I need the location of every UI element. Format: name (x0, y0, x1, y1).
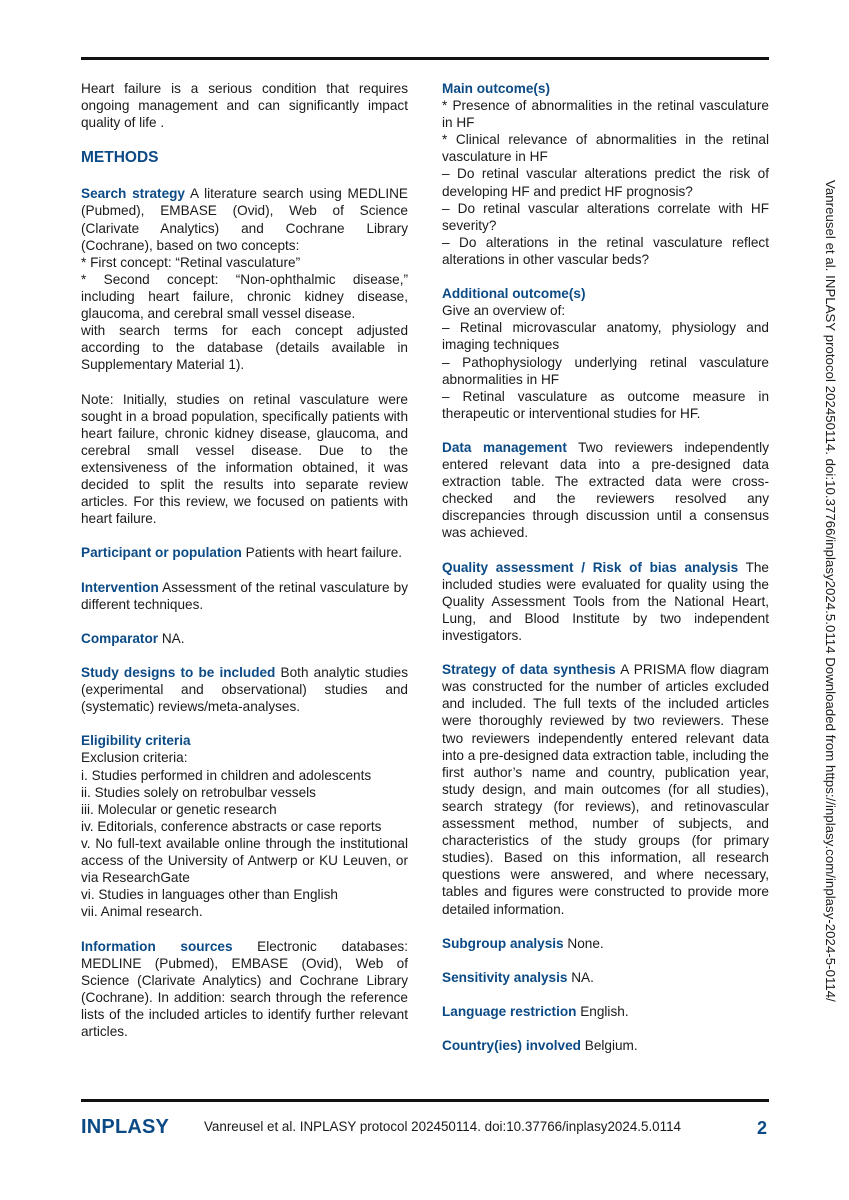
footer-rule (81, 1099, 769, 1102)
data-synthesis-text: A PRISMA flow diagram was constructed for the number of articles excluded and included. The full texts of the included articles were thoroughly reviewed by two reviewers. These two reviewers independently entered relevant data into a pre-designed data extraction table, including the first author’s name and country, publication year, study design, and main outcomes (for all studies), search strategy (for reviews), and retinovascular assessment method, number of subjects, and characteristics of the study groups (for primary studies). Based on this information, all research questions were answered, and where necessary, tables and figures were constructed to provide more detailed information. (442, 662, 770, 917)
exclusion-item: vi. Studies in languages other than English (81, 887, 338, 903)
data-synthesis-heading: Strategy of data synthesis (442, 662, 616, 678)
study-designs-text: Both analytic studies (experimental and observational) studies and (systematic) reviews/meta-analyses. (81, 665, 408, 715)
footer-brand-logo: INPLASY (81, 1116, 170, 1138)
intro-paragraph: Heart failure is a serious condition that requires ongoing management and can significantly impact quality of life . (81, 81, 408, 131)
search-strategy-heading: Search strategy (81, 186, 185, 202)
concept-item: * First concept: “Retinal vasculature” (81, 254, 301, 270)
section-title-methods: METHODS (81, 149, 159, 167)
exclusion-item: iii. Molecular or genetic research (81, 801, 277, 817)
exclusion-item: vii. Animal research. (81, 904, 203, 920)
intervention-text: Assessment of the retinal vasculature by different techniques. (81, 579, 408, 612)
language-text: English. (576, 1004, 629, 1020)
language-heading: Language restriction (442, 1004, 577, 1020)
language-section (442, 1003, 769, 1020)
sensitivity-heading: Sensitivity analysis (442, 969, 568, 985)
participant-heading: Participant or population (81, 545, 242, 561)
main-outcome-item: – Do alterations in the retinal vasculature reflect alterations in other vascular beds? (442, 234, 769, 267)
additional-outcome-item: – Retinal vasculature as outcome measure in therapeutic or interventional studies for HF. (442, 388, 769, 421)
exclusion-item: i. Studies performed in children and adolescents (81, 767, 372, 783)
page-number: 2 (757, 1118, 768, 1138)
eligibility-section (81, 732, 408, 920)
information-sources-section (81, 938, 408, 1041)
data-management-text: Two reviewers independently entered relevant data into a pre-designed data extraction table. The extracted data were cross-checked and the reviewers resolved any discrepancies through discussion until a consensus was achieved. (442, 439, 769, 541)
intervention-section (81, 579, 408, 613)
quality-assessment-section (442, 559, 769, 644)
information-sources-text: Electronic databases: MEDLINE (Pubmed), EMBASE (Ovid), Web of Science (Clarivate Analytics) and Cochrane Library (Cochrane). In addition: search through the reference lists of the included articles to identify further relevant articles. (81, 938, 408, 1039)
eligibility-intro: Exclusion criteria: (81, 750, 188, 766)
countries-heading: Country(ies) involved (442, 1038, 581, 1054)
main-outcomes-section (442, 80, 769, 268)
search-strategy-tail: with search terms for each concept adjusted according to the database (details available in Supplementary Material 1). (81, 323, 408, 373)
additional-outcome-item: – Pathophysiology underlying retinal vasculature abnormalities in HF (442, 354, 769, 387)
participant-section (81, 544, 408, 561)
intervention-heading: Intervention (81, 579, 159, 595)
main-outcome-item: – Do retinal vascular alterations correlate with HF severity? (442, 200, 769, 233)
main-outcomes-heading: Main outcome(s) (442, 81, 550, 96)
information-sources-heading: Information sources (81, 938, 233, 954)
comparator-text: NA. (158, 630, 185, 646)
exclusion-item: v. No full-text available online through the institutional access of the University of Antwerp or KU Leuven, or via ResearchGate (81, 835, 408, 886)
study-designs-heading: Study designs to be included (81, 665, 276, 680)
main-outcome-item: * Clinical relevance of abnormalities in the retinal vasculature in HF (442, 132, 769, 165)
exclusion-item: ii. Studies solely on retrobulbar vessels (81, 784, 316, 800)
concept-item: * Second concept: “Non-ophthalmic disease,” including heart failure, chronic kidney disease, glaucoma, and cerebral small vessel disease. (81, 271, 408, 322)
footer-citation: Vanreusel et al. INPLASY protocol 202450114. doi:10.37766/inplasy2024.5.0114 (204, 1119, 681, 1134)
countries-text: Belgium. (580, 1038, 638, 1054)
countries-section (442, 1037, 769, 1054)
subgroup-section (442, 935, 769, 952)
note-paragraph: Note: Initially, studies on retinal vasculature were sought in a broad population, specifically patients with heart failure, chronic kidney disease, glaucoma, and cerebral small vessel disease. Due to the extensiveness of the information obtained, it was decided to split the results into separate review articles. For this review, we focused on patients with heart failure. (81, 391, 408, 527)
subgroup-heading: Subgroup analysis (442, 935, 564, 951)
eligibility-heading: Eligibility criteria (81, 733, 191, 749)
study-designs-section (81, 664, 408, 715)
left-column (81, 80, 408, 1057)
main-outcome-item: – Do retinal vascular alterations predict the risk of developing HF and predict HF prognosis? (442, 166, 769, 199)
exclusion-item: iv. Editorials, conference abstracts or case reports (81, 818, 382, 834)
sensitivity-section (442, 969, 769, 986)
data-management-heading: Data management (442, 439, 567, 455)
download-side-note: Vanreusel et al. INPLASY protocol 202450114. doi:10.37766/inplasy2024.5.0114 Downloaded from https://inplasy.com/inplasy-2024-5-0114/ (823, 180, 838, 1002)
participant-text: Patients with heart failure. (241, 545, 403, 561)
header-rule (81, 57, 769, 60)
comparator-section (81, 630, 408, 647)
right-column (442, 80, 769, 1071)
data-synthesis-section (442, 661, 769, 917)
search-strategy-section (81, 185, 408, 373)
additional-outcome-item: – Retinal microvascular anatomy, physiology and imaging techniques (442, 320, 769, 353)
additional-outcomes-intro: Give an overview of: (442, 303, 566, 319)
sensitivity-text: NA. (567, 969, 594, 985)
additional-outcomes-section (442, 285, 769, 422)
additional-outcomes-heading: Additional outcome(s) (442, 286, 586, 302)
subgroup-text: None. (563, 935, 604, 951)
quality-assessment-text: The included studies were evaluated for quality using the Quality Assessment Tools from the National Heart, Lung, and Blood Institute by two independent investigators. (442, 559, 769, 643)
main-outcome-item: * Presence of abnormalities in the retinal vasculature in HF (442, 98, 769, 131)
data-management-section (442, 439, 769, 542)
search-strategy-text: A literature search using MEDLINE (Pubmed), EMBASE (Ovid), Web of Science (Clarivate Analytics) and Cochrane Library (Cochrane), based on two concepts: (81, 186, 408, 253)
quality-assessment-heading: Quality assessment / Risk of bias analysis (442, 559, 739, 575)
comparator-heading: Comparator (81, 630, 159, 646)
